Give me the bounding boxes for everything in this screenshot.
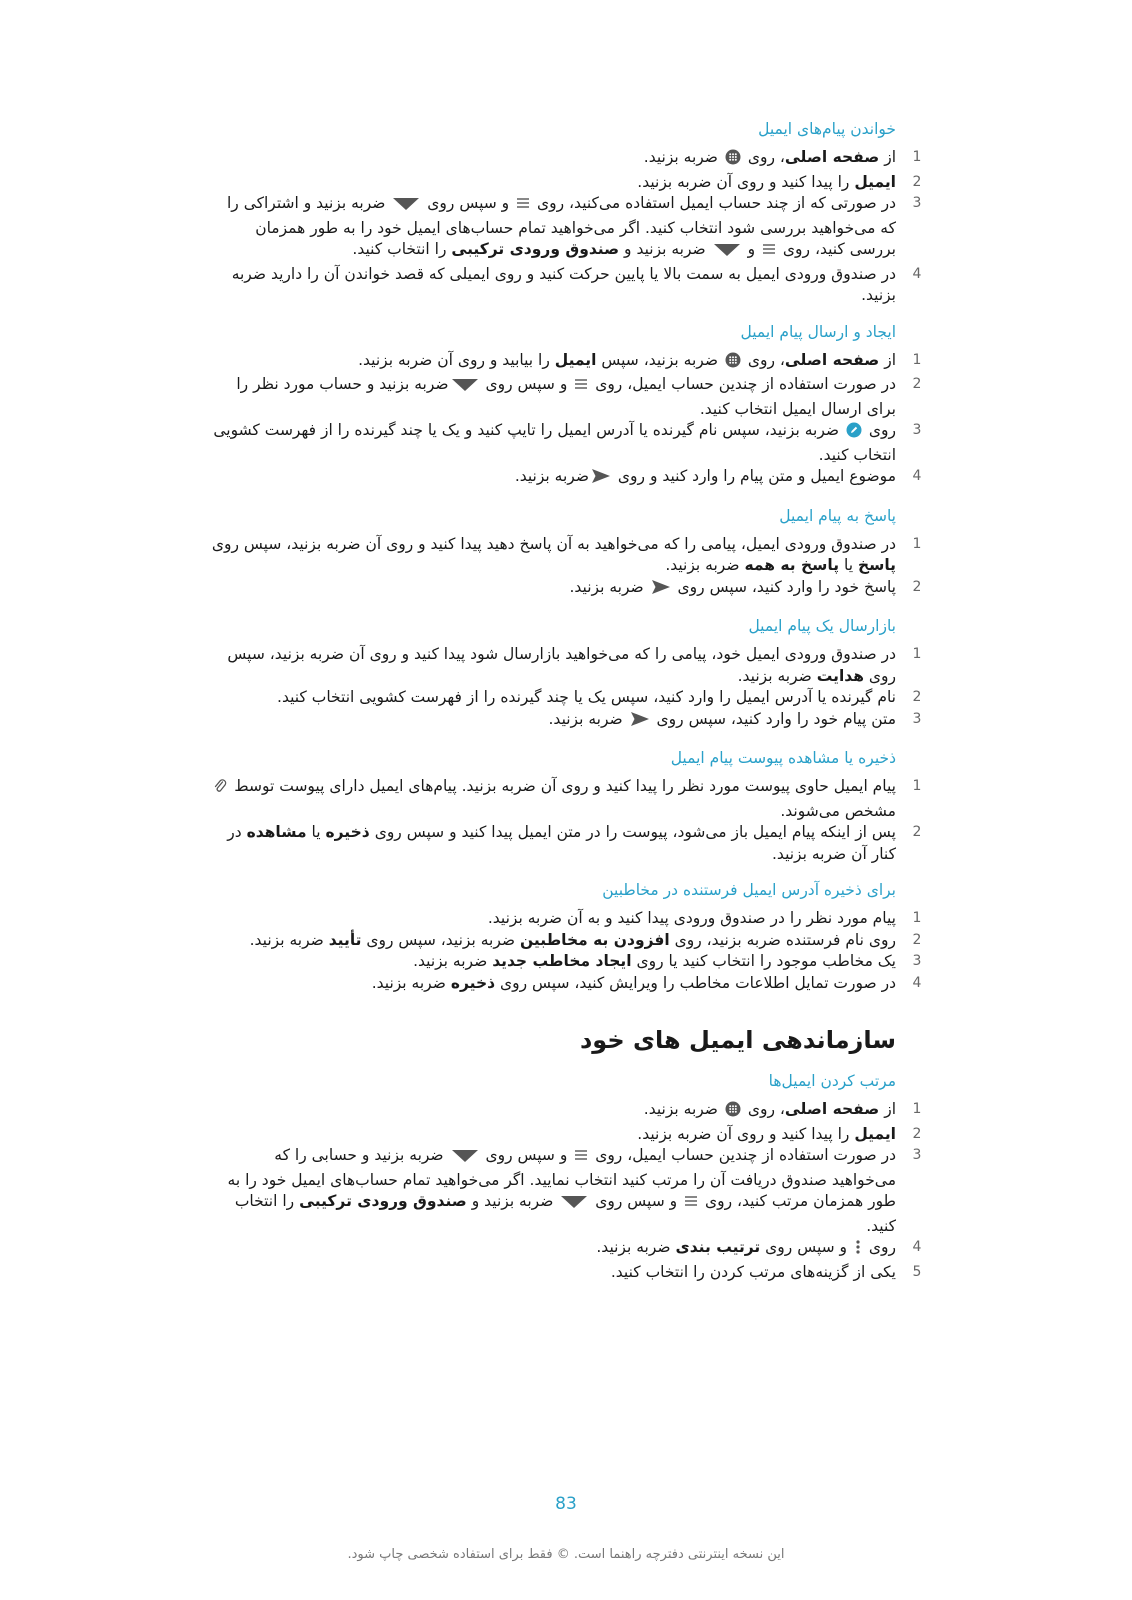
step-text: ، روی — [742, 1100, 785, 1118]
step-text: ضربه بزنید. — [371, 973, 451, 992]
step-number: 2 — [912, 689, 922, 705]
paperclip-icon — [213, 778, 227, 801]
step-item — [211, 908, 922, 930]
step-text: پیام ایمیل حاوی پیوست مورد نظر را پیدا کنید و روی آن ضربه بزنید. پیام‌های ایمیل دارای پیوست توسط — [229, 777, 896, 795]
step-text: ضربه بزنید و — [466, 1192, 559, 1210]
step-item — [211, 534, 922, 577]
step-text: را پیدا کنید و روی آن ضربه بزنید. — [637, 172, 855, 191]
instruction-section — [211, 747, 922, 865]
bold-term: افزودن به مخاطبین — [519, 930, 670, 949]
section-heading: ایجاد و ارسال پیام ایمیل — [740, 322, 896, 341]
step-number: 3 — [912, 1147, 922, 1163]
step-text: یا — [839, 556, 858, 574]
step-list — [211, 908, 922, 994]
bold-term: پاسخ به همه — [744, 556, 840, 574]
step-text: در صندوق ورودی ایمیل به سمت بالا یا پایین حرکت کنید و روی ایمیلی که قصد خواندن آن را دارید ضربه بزنید. — [231, 264, 896, 304]
step-text: ضربه بزنید و — [619, 240, 711, 258]
step-number: 5 — [912, 1263, 922, 1280]
bold-term: صندوق ورودی ترکیبی — [299, 1192, 467, 1210]
step-item — [211, 420, 922, 466]
bold-term: تأیید — [328, 930, 362, 949]
step-number: 4 — [912, 468, 922, 484]
step-number: 1 — [912, 1101, 922, 1117]
bold-term: پاسخ — [857, 556, 896, 574]
bold-term: صفحه اصلی — [784, 350, 880, 369]
dropdown-triangle-icon — [713, 241, 741, 264]
more-vert-icon — [854, 1239, 862, 1262]
step-text: متن پیام خود را وارد کنید، سپس روی — [651, 709, 896, 728]
bold-term: ذخیره — [450, 973, 496, 992]
step-item — [211, 264, 922, 307]
step-text: را انتخاب کنید. — [352, 240, 452, 258]
step-item — [211, 930, 922, 952]
step-text: ضربه بزنید و حسابی را که می‌خواهید صندوق دریافت آن را مرتب کنید انتخاب نمایید. اگر می‌خواهید تمام حساب‌های ایمیل خود را به طور همزمان مرتب کنید، روی — [227, 1146, 896, 1210]
step-number: 2 — [912, 376, 922, 392]
section-heading: بازارسال یک پیام ایمیل — [748, 617, 896, 635]
dropdown-triangle-icon — [392, 195, 420, 218]
step-list — [211, 1099, 922, 1283]
step-text: از — [879, 1100, 896, 1118]
instruction-section — [211, 321, 922, 491]
step-text: ، روی — [742, 350, 785, 369]
step-text: روی — [863, 1238, 896, 1256]
step-item — [211, 350, 922, 375]
step-text: ضربه بزنید. — [643, 148, 723, 166]
instruction-section — [211, 1070, 922, 1283]
bold-term: صفحه اصلی — [784, 148, 880, 166]
step-text: و سپس روی — [480, 1146, 573, 1164]
step-item — [211, 1124, 922, 1146]
step-item — [211, 577, 922, 602]
bold-term: ایمیل — [554, 350, 597, 369]
step-text: ضربه بزنید. — [249, 930, 329, 949]
step-text: ضربه بزنید. — [413, 952, 493, 970]
step-list — [211, 534, 922, 602]
bold-term: ایمیل — [854, 1124, 896, 1143]
step-item — [211, 147, 922, 172]
step-text: نام گیرنده یا آدرس ایمیل را وارد کنید، سپس یک یا چند گیرنده را از فهرست کشویی انتخاب کنید. — [277, 688, 896, 706]
step-text: ضربه بزنید. — [548, 709, 628, 728]
step-number: 1 — [912, 351, 922, 368]
step-item — [211, 687, 922, 709]
step-number: 2 — [912, 1125, 922, 1142]
step-item — [211, 973, 922, 995]
step-item — [211, 466, 922, 491]
step-number: 2 — [912, 173, 922, 190]
step-text: در صندوق ورودی ایمیل، پیامی را که می‌خواهید به آن پاسخ دهید پیدا کنید و روی آن ضربه بزنید، سپس روی — [211, 534, 896, 553]
step-text: موضوع ایمیل و متن پیام را وارد کنید و روی — [613, 467, 896, 485]
dropdown-triangle-icon — [560, 1193, 588, 1216]
step-item — [211, 193, 922, 264]
step-text: را بیابید و روی آن ضربه بزنید. — [358, 350, 555, 369]
bold-term: صندوق ورودی ترکیبی — [451, 240, 620, 258]
step-text: و — [742, 240, 760, 258]
step-text: ضربه بزنید، سپس روی — [361, 930, 520, 949]
menu-icon — [574, 376, 588, 399]
step-text: مشخص می‌شوند. — [780, 801, 896, 820]
step-item — [211, 776, 922, 822]
page-number: 83 — [555, 1494, 577, 1514]
step-number: 1 — [912, 149, 922, 165]
step-text: ضربه بزنید. — [514, 467, 589, 485]
step-number: 4 — [912, 265, 922, 282]
step-text: و سپس روی — [760, 1238, 852, 1256]
menu-icon — [516, 195, 530, 218]
step-text: در صورتی که از چند حساب ایمیل استفاده می‌کنید، روی — [532, 194, 896, 212]
section-heading: برای ذخیره آدرس ایمیل فرستنده در مخاطبین — [602, 881, 896, 899]
step-item — [211, 172, 922, 194]
step-text: روی — [863, 421, 896, 439]
step-text: یکی از گزینه‌های مرتب کردن را انتخاب کنید. — [610, 1262, 896, 1281]
instruction-section — [211, 879, 922, 994]
step-text: در کنار آن ضربه بزنید. — [227, 823, 896, 863]
step-text: ضربه بزنید. — [665, 556, 745, 574]
step-text: را پیدا کنید و روی آن ضربه بزنید. — [637, 1124, 855, 1143]
step-number: 4 — [912, 1239, 922, 1255]
step-number: 3 — [912, 195, 922, 211]
step-text: در صورت استفاده از چندین حساب ایمیل، روی — [590, 1146, 896, 1164]
step-text: از — [879, 148, 896, 166]
step-text: ضربه بزنید و حساب مورد نظر را برای ارسال ایمیل انتخاب کنید. — [236, 375, 896, 418]
section-heading: مرتب کردن ایمیل‌ها — [768, 1072, 896, 1090]
section-heading: خواندن پیام‌های ایمیل — [758, 120, 896, 138]
step-number: 2 — [912, 824, 922, 840]
step-text: پاسخ خود را وارد کنید، سپس روی — [672, 577, 896, 596]
instruction-section — [211, 505, 922, 602]
step-text: از — [879, 350, 896, 369]
step-list — [211, 776, 922, 865]
step-number: 3 — [912, 710, 922, 727]
step-text: ضربه بزنید، سپس نام گیرنده یا آدرس ایمیل را تایپ کنید و یک یا چند گیرنده را از فهرست کشویی انتخاب کنید. — [213, 421, 896, 464]
send-arrow-icon — [630, 711, 650, 734]
step-item — [211, 1262, 922, 1284]
step-text: پیام مورد نظر را در صندوق ورودی پیدا کنید و به آن ضربه بزنید. — [487, 909, 896, 927]
step-text: را انتخاب کنید. — [234, 1192, 896, 1235]
compose-pencil-icon — [846, 422, 862, 445]
step-number: 1 — [912, 535, 922, 552]
step-text: ضربه بزنید و اشتراکی را که می‌خواهید بررسی شود انتخاب کنید. اگر می‌خواهید تمام حساب‌های ایمیل خود را به طور همزمان بررسی کنید، روی — [226, 194, 896, 258]
step-text: پس از اینکه پیام ایمیل باز می‌شود، پیوست را در متن ایمیل پیدا کنید و سپس روی — [369, 823, 896, 841]
step-item — [211, 709, 922, 734]
step-text: یا — [306, 823, 326, 841]
section-heading: ذخیره یا مشاهده پیوست پیام ایمیل — [670, 749, 896, 767]
menu-icon — [684, 1193, 698, 1216]
footer-note: این نسخه اینترنتی دفترچه راهنما است. © فقط برای استفاده شخصی چاپ شود. — [347, 1547, 785, 1562]
step-text: در صورت تمایل اطلاعات مخاطب را ویرایش کنید، سپس روی — [495, 973, 896, 992]
menu-icon — [574, 1147, 588, 1170]
instruction-section — [211, 615, 922, 733]
dropdown-triangle-icon — [451, 376, 479, 399]
send-arrow-icon — [591, 468, 611, 491]
bold-term: ایمیل — [854, 172, 896, 191]
step-text: ضربه بزنید. — [596, 1238, 676, 1256]
step-number: 2 — [912, 931, 922, 948]
step-text: ضربه بزنید، سپس — [596, 350, 723, 369]
main-content — [211, 104, 922, 1283]
step-text: روی نام فرستنده ضربه بزنید، روی — [669, 930, 896, 949]
step-item — [211, 1099, 922, 1124]
step-text: یک مخاطب موجود را انتخاب کنید یا روی — [631, 952, 896, 970]
send-arrow-icon — [651, 579, 671, 602]
dropdown-triangle-icon — [451, 1147, 479, 1170]
step-list — [211, 350, 922, 491]
instruction-section — [211, 118, 922, 307]
step-list — [211, 644, 922, 733]
step-item — [211, 822, 922, 865]
step-text: و سپس روی — [480, 375, 573, 393]
bold-term: ایجاد مخاطب جدید — [492, 952, 632, 970]
step-number: 4 — [912, 974, 922, 991]
step-item — [211, 1145, 922, 1237]
apps-grid-icon — [725, 149, 741, 172]
step-text: و سپس روی — [422, 194, 515, 212]
step-text: و سپس روی — [590, 1192, 683, 1210]
step-text: ، روی — [742, 148, 785, 166]
step-list — [211, 147, 922, 307]
step-text: ضربه بزنید. — [737, 666, 817, 685]
organize-section — [211, 1070, 922, 1283]
apps-grid-icon — [725, 352, 741, 375]
instruction-sections — [211, 118, 922, 994]
step-text: ضربه بزنید. — [643, 1100, 723, 1118]
section-heading: پاسخ به پیام ایمیل — [779, 506, 896, 525]
step-number: 3 — [912, 422, 922, 438]
step-item — [211, 951, 922, 973]
menu-icon — [762, 241, 776, 264]
step-number: 1 — [912, 646, 922, 662]
bold-term: مشاهده — [246, 823, 307, 841]
step-item — [211, 644, 922, 687]
step-number: 2 — [912, 578, 922, 595]
bold-term: هدایت — [816, 666, 864, 685]
step-item — [211, 1237, 922, 1262]
step-number: 1 — [912, 778, 922, 794]
step-text: در صورت استفاده از چندین حساب ایمیل، روی — [590, 375, 896, 393]
bold-term: ترتیب بندی — [675, 1238, 761, 1256]
step-item — [211, 374, 922, 420]
step-number: 3 — [912, 953, 922, 969]
bold-term: صفحه اصلی — [784, 1100, 880, 1118]
bold-term: ذخیره — [325, 823, 370, 841]
step-text: ضربه بزنید. — [569, 577, 649, 596]
step-text: در صندوق ورودی ایمیل خود، پیامی را که می‌خواهید بازارسال شود پیدا کنید و روی آن ضربه بزنید، سپس روی — [227, 645, 896, 685]
apps-grid-icon — [725, 1101, 741, 1124]
organize-title: سازماندهی ایمیل های خود — [579, 1026, 896, 1054]
step-number: 1 — [912, 910, 922, 926]
